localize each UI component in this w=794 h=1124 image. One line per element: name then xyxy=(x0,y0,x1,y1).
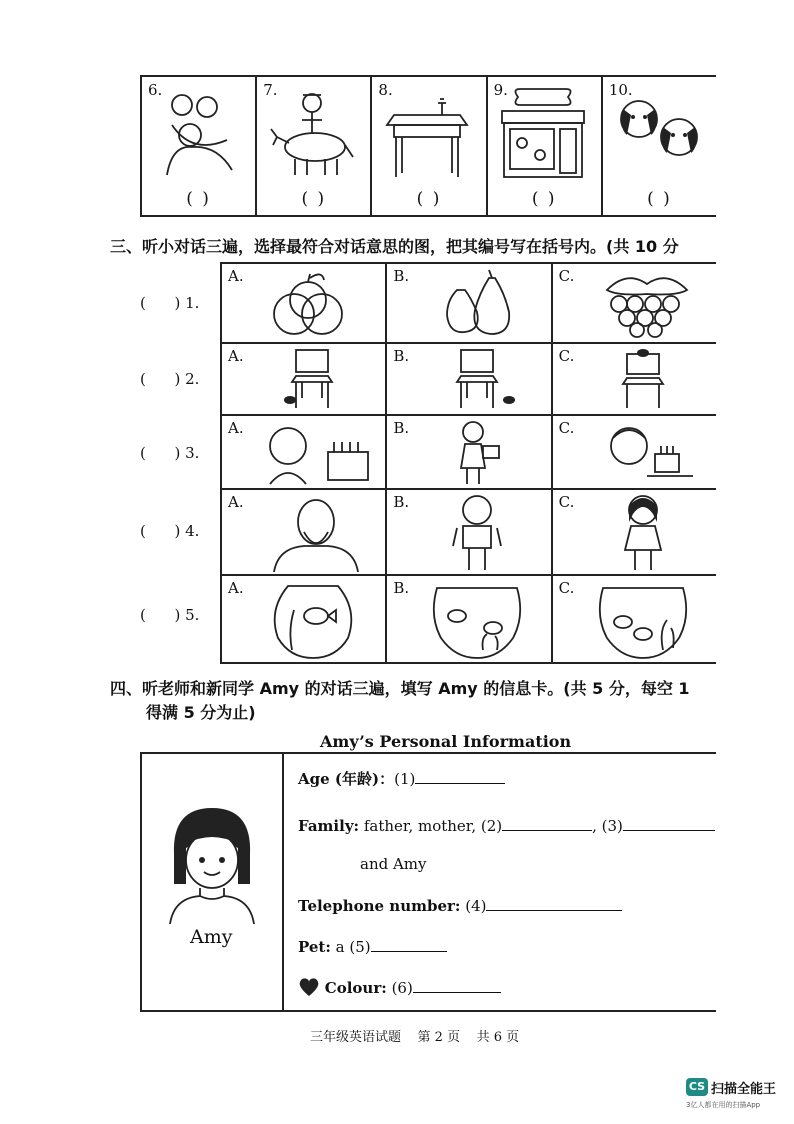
question-5-number[interactable]: ( ) 5. xyxy=(140,606,200,624)
option-a xyxy=(222,490,387,574)
answer-bracket[interactable]: ( ) xyxy=(647,189,672,209)
item-6 xyxy=(142,77,257,215)
two-dogs-picture xyxy=(613,85,703,181)
option-c xyxy=(553,344,716,414)
question-4-number[interactable]: ( ) 4. xyxy=(140,522,200,540)
option-label: A. xyxy=(228,267,244,285)
pet-label: Pet: xyxy=(298,938,331,956)
family-line2: and Amy xyxy=(360,855,427,873)
grandpa-picture xyxy=(268,496,364,572)
fishbowl-fish-plants-picture xyxy=(593,580,693,660)
question-4-options xyxy=(220,488,716,576)
item-9 xyxy=(488,77,603,215)
option-a xyxy=(222,416,387,488)
option-a xyxy=(222,264,387,342)
boy-with-cake-picture xyxy=(603,422,693,484)
part4-title-line1: 四、听老师和新同学 Amy 的对话三遍，填写 Amy 的信息卡。(共 5 分，每空 1 xyxy=(110,679,690,698)
option-label: B. xyxy=(393,579,410,597)
answer-bracket[interactable]: ( ) xyxy=(531,189,557,209)
option-b xyxy=(387,576,552,662)
option-c xyxy=(553,490,716,574)
option-label: B. xyxy=(393,419,410,437)
scanner-tagline: 3亿人都在用的扫描App xyxy=(686,1101,761,1109)
question-3-options xyxy=(220,414,716,490)
telephone-field xyxy=(298,896,622,915)
heart-icon xyxy=(298,977,320,997)
age-label: Age (年龄)： xyxy=(298,770,395,788)
item-10 xyxy=(603,77,716,215)
blank-5-line[interactable] xyxy=(371,937,447,952)
blank-5-label: a (5) xyxy=(335,938,371,956)
item-8 xyxy=(372,77,487,215)
blank-3-line[interactable] xyxy=(623,816,715,831)
family-field xyxy=(298,816,715,835)
option-label: C. xyxy=(558,419,575,437)
option-label: B. xyxy=(393,267,410,285)
personal-info-card xyxy=(140,752,716,1012)
question-5-options xyxy=(220,574,716,664)
option-label: C. xyxy=(558,267,575,285)
answer-bracket[interactable]: ( ) xyxy=(186,189,211,209)
girl-avatar xyxy=(164,804,260,924)
item-number: 8. xyxy=(378,81,393,99)
part3-title: 三、听小对话三遍，选择最符合对话意思的图，把其编号写在括号内。(共 10 分 xyxy=(110,237,679,256)
desk-picture xyxy=(382,85,472,181)
option-label: B. xyxy=(393,347,410,365)
blank-2-line[interactable] xyxy=(502,816,592,831)
page-footer: 三年级英语试题 第 2 页 共 6 页 xyxy=(310,1030,520,1045)
item-number: 9. xyxy=(493,81,508,99)
part4-title-line2: 得满 5 分为止) xyxy=(146,703,256,722)
blank-4-line[interactable] xyxy=(486,896,622,911)
chair-bird-on-picture xyxy=(613,348,673,412)
grapes-picture xyxy=(597,270,693,338)
family-label: Family: xyxy=(298,817,360,835)
chair-bird-under-picture xyxy=(282,348,342,412)
question-2-options xyxy=(220,342,716,416)
option-a xyxy=(222,344,387,414)
option-a xyxy=(222,576,387,662)
pet-shop-picture xyxy=(498,85,588,181)
grandma-with-cake-picture xyxy=(262,422,374,486)
item-number: 7. xyxy=(263,81,278,99)
answer-bracket[interactable]: ( ) xyxy=(416,189,442,209)
fishbowl-one-fish-picture xyxy=(266,580,360,660)
item-number: 10. xyxy=(608,81,633,99)
blank-6-label: (6) xyxy=(391,979,413,997)
option-b xyxy=(387,344,552,414)
family-hug-picture xyxy=(152,85,242,181)
item-number: 6. xyxy=(148,81,163,99)
boy-picture xyxy=(449,492,505,574)
option-label: C. xyxy=(558,579,575,597)
option-label: A. xyxy=(228,579,244,597)
question-1-options xyxy=(220,262,716,344)
answer-bracket[interactable]: ( ) xyxy=(301,189,327,209)
age-field xyxy=(298,768,505,789)
avatar-name: Amy xyxy=(190,926,233,948)
telephone-label: Telephone number: xyxy=(298,897,461,915)
family-text: father, mother, (2) xyxy=(363,817,503,835)
option-label: A. xyxy=(228,493,244,511)
option-b xyxy=(387,490,552,574)
colour-field xyxy=(298,977,501,997)
pet-field xyxy=(298,937,447,956)
option-c xyxy=(553,264,716,342)
option-label: C. xyxy=(558,347,575,365)
option-b xyxy=(387,416,552,488)
blank-1-line[interactable] xyxy=(415,769,505,784)
card-title: Amy’s Personal Information xyxy=(320,732,572,751)
option-label: B. xyxy=(393,493,410,511)
option-label: A. xyxy=(228,419,244,437)
colour-label: Colour: xyxy=(324,979,387,997)
option-c xyxy=(553,416,716,488)
option-c xyxy=(553,576,716,662)
scanner-badge: CS xyxy=(686,1078,708,1096)
apples-picture xyxy=(272,272,348,340)
picture-row-6-10 xyxy=(140,75,716,217)
scanner-brand: 扫描全能王 xyxy=(711,1082,777,1097)
girl-picture xyxy=(617,492,669,574)
avatar-panel xyxy=(142,754,284,1010)
boy-on-ox-picture xyxy=(267,85,357,181)
question-3-number[interactable]: ( ) 3. xyxy=(140,444,200,462)
blank-4-label: (4) xyxy=(465,897,487,915)
question-1-number[interactable]: ( ) 1. xyxy=(140,294,200,312)
option-b xyxy=(387,264,552,342)
girl-with-cake-picture xyxy=(451,418,507,486)
chair-bird-beside-picture xyxy=(447,348,517,412)
question-2-number[interactable]: ( ) 2. xyxy=(140,370,200,388)
item-7 xyxy=(257,77,372,215)
option-label: C. xyxy=(558,493,575,511)
fishbowl-two-fish-picture xyxy=(427,580,527,660)
blank-1-label: (1) xyxy=(394,770,416,788)
pears-picture xyxy=(437,270,527,338)
option-label: A. xyxy=(228,347,244,365)
blank-3-label: , (3) xyxy=(592,817,623,835)
blank-6-line[interactable] xyxy=(413,978,501,993)
